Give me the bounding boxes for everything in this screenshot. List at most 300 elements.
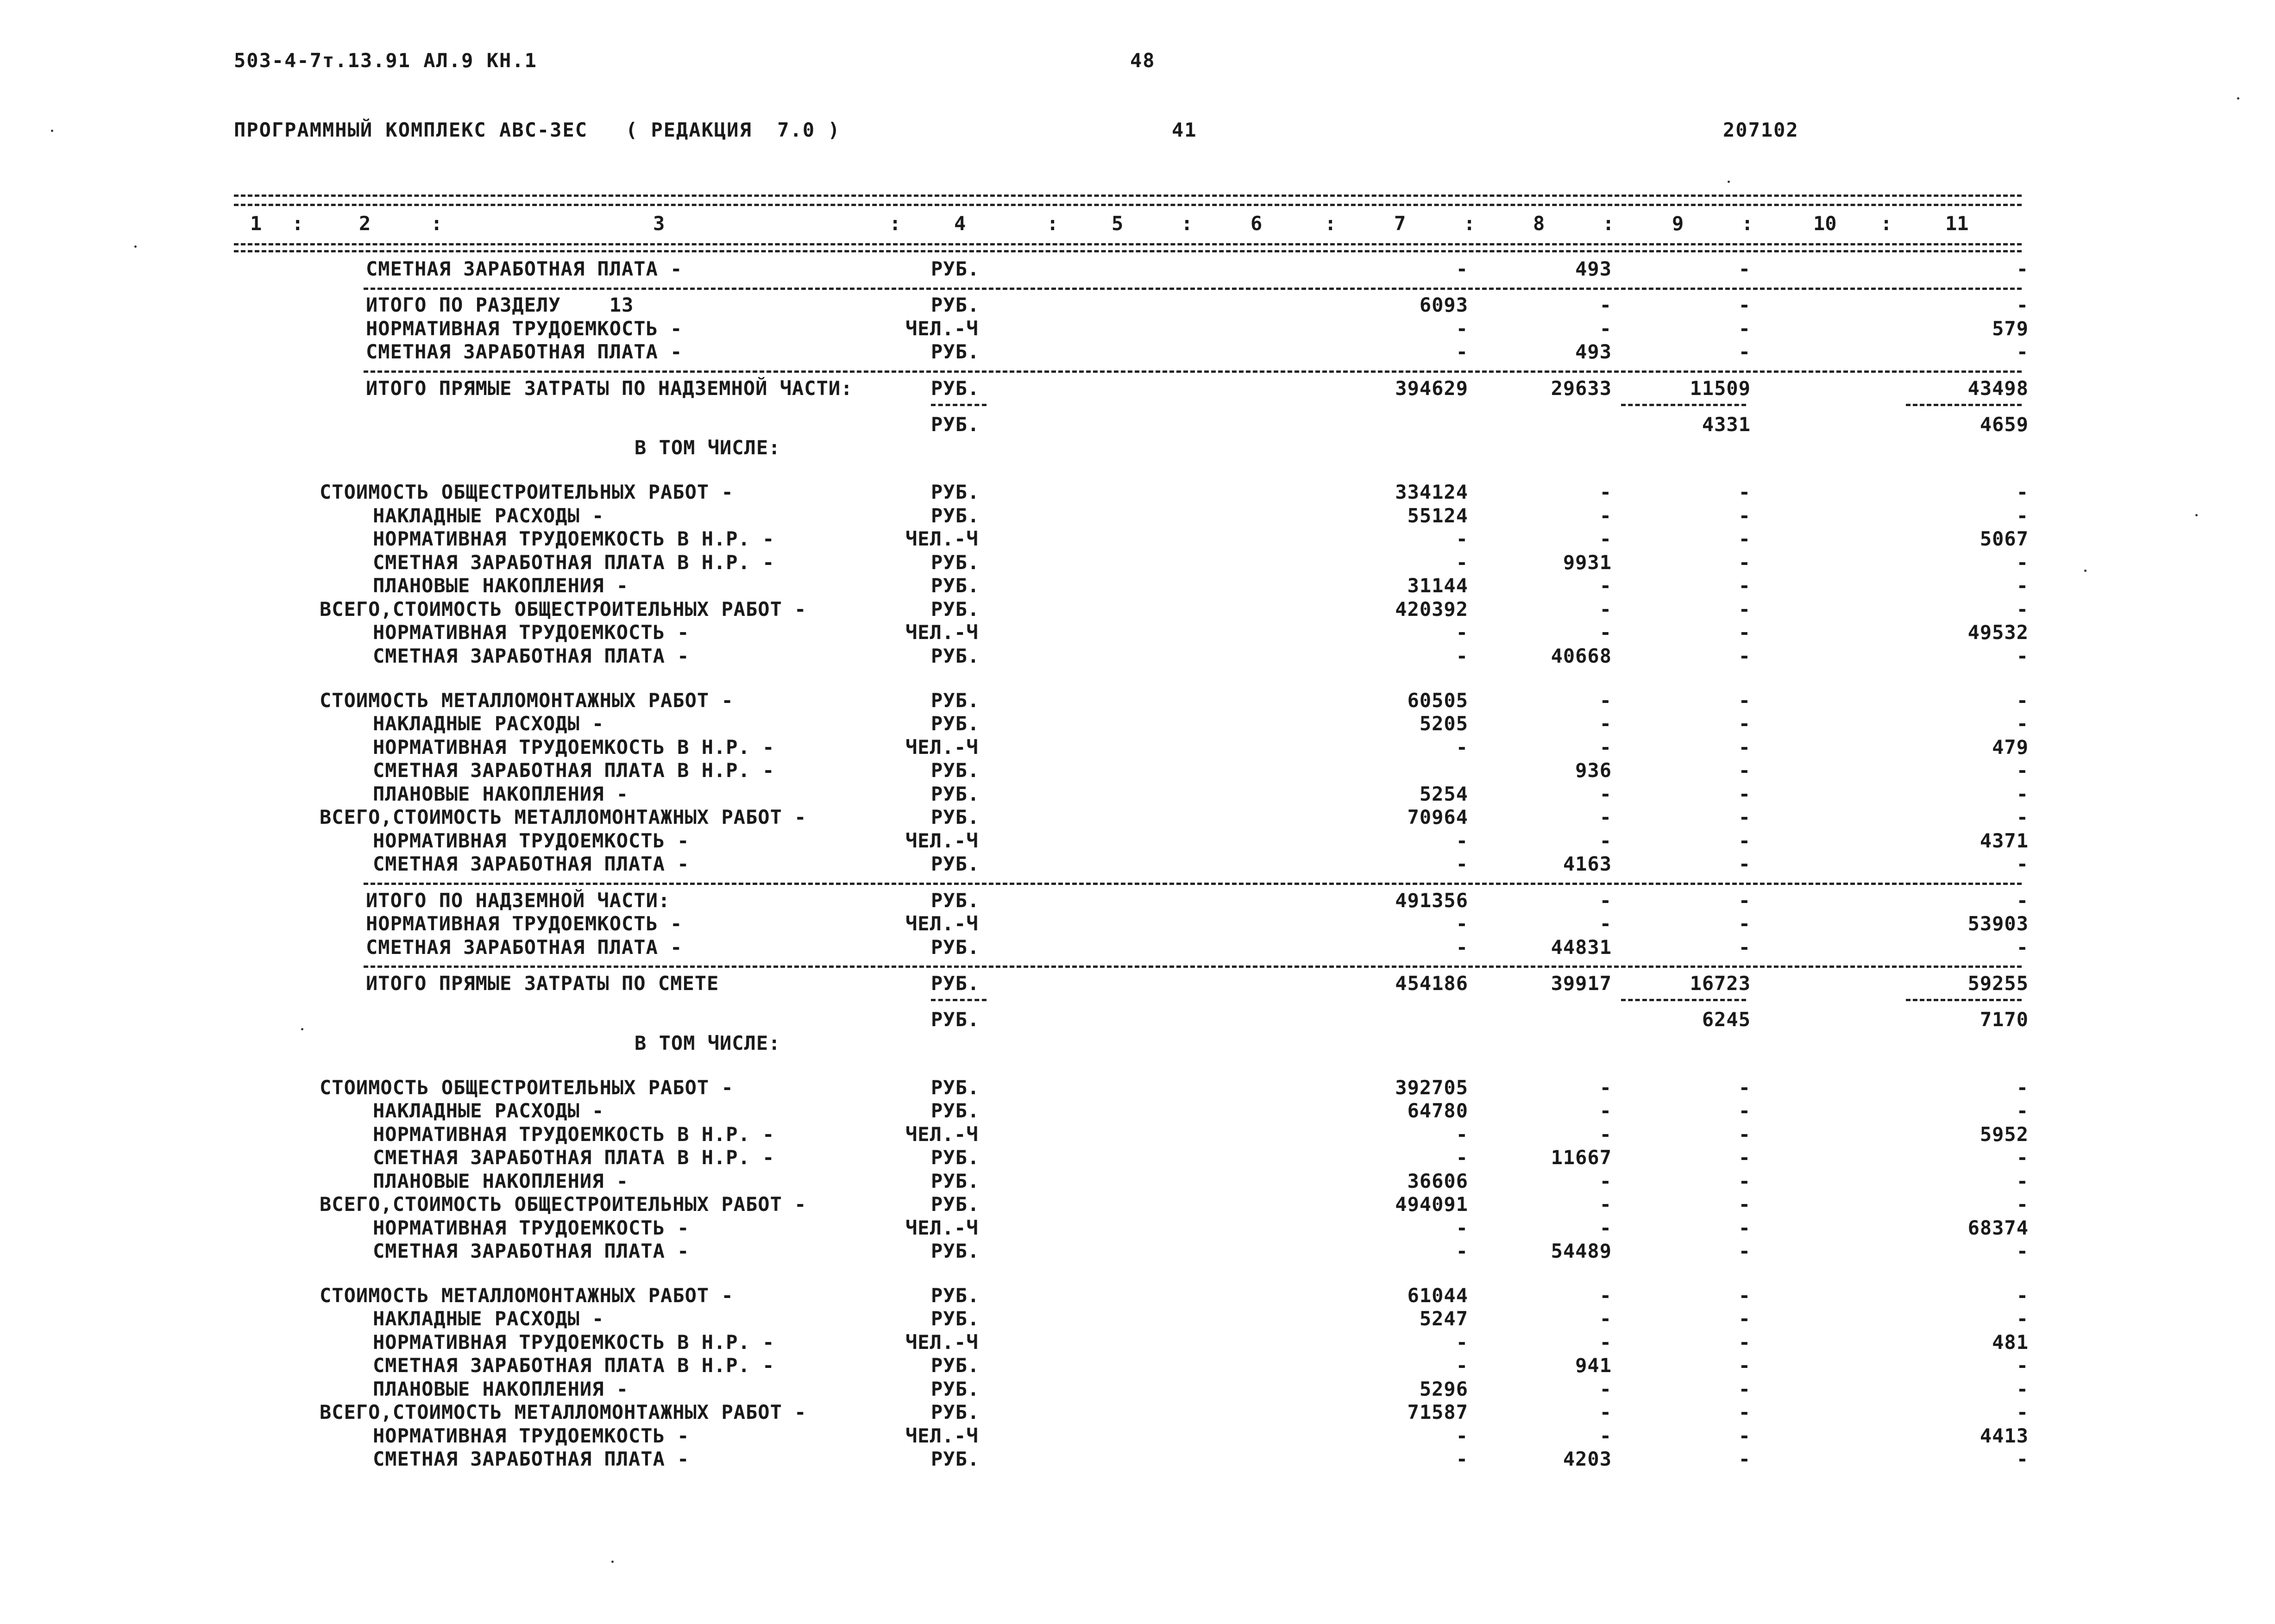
col9-value: -: [1738, 644, 1751, 667]
subtotal-underline: [1906, 404, 2022, 406]
col9-value: -: [1738, 1216, 1751, 1239]
row-description: СМЕТНАЯ ЗАРАБОТНАЯ ПЛАТА -: [366, 935, 683, 959]
col11-value: 68374: [1967, 1216, 2029, 1239]
row-unit: РУБ.: [931, 413, 980, 436]
row-unit: РУБ.: [931, 1169, 980, 1192]
col11-value: -: [2016, 481, 2029, 504]
col11-value: -: [2016, 551, 2029, 574]
col7-value: -: [1456, 853, 1468, 876]
col11-value: 4371: [1980, 829, 2029, 852]
program-title: ПРОГРАММНЫЙ КОМПЛЕКС АВС-3ЕС ( РЕДАКЦИЯ 7.0 ): [234, 119, 841, 141]
col7-value: 5296: [1419, 1377, 1468, 1400]
col8-value: 941: [1575, 1354, 1612, 1377]
row-description: СМЕТНАЯ ЗАРАБОТНАЯ ПЛАТА В Н.Р. -: [373, 551, 775, 574]
col7-value: -: [1456, 1448, 1468, 1471]
col7-value: -: [1456, 644, 1468, 667]
col8-value: -: [1599, 806, 1612, 829]
subtotal-underline: [931, 999, 987, 1001]
col7-value: -: [1456, 1122, 1468, 1146]
row-unit: РУБ.: [931, 1240, 980, 1262]
col11-value: -: [2016, 1146, 2029, 1169]
col8-value: 40668: [1551, 644, 1612, 667]
scan-speck: [2195, 514, 2198, 516]
col11-value: -: [2016, 782, 2029, 805]
col11-value: -: [2016, 689, 2029, 712]
col8-value: -: [1599, 1099, 1612, 1122]
col7-value: -: [1456, 912, 1468, 935]
col9-value: -: [1738, 294, 1751, 317]
row-unit: РУБ.: [931, 1354, 980, 1377]
row-unit: ЧЕЛ.-Ч: [905, 829, 979, 852]
row-description: ВСЕГО,СТОИМОСТЬ ОБЩЕСТРОИТЕЛЬНЫХ РАБОТ -: [320, 1193, 807, 1216]
row-unit: РУБ.: [931, 1448, 980, 1471]
col9-value: -: [1738, 1377, 1751, 1400]
col8-value: -: [1599, 1284, 1612, 1307]
row-description: ВСЕГО,СТОИМОСТЬ МЕТАЛЛОМОНТАЖНЫХ РАБОТ -: [320, 806, 807, 829]
col9-value: -: [1738, 806, 1751, 829]
row-unit: РУБ.: [931, 574, 980, 597]
col11-value: -: [2016, 712, 2029, 735]
col8-value: -: [1599, 735, 1612, 759]
row-unit: РУБ.: [931, 1008, 980, 1031]
col11-value: -: [2016, 644, 2029, 667]
row-unit: РУБ.: [931, 1193, 980, 1216]
row-description: НОРМАТИВНАЯ ТРУДОЕМКОСТЬ В Н.Р. -: [373, 527, 775, 551]
col9-value: -: [1738, 551, 1751, 574]
col7-value: 36606: [1407, 1169, 1468, 1192]
subtotal-underline: [1621, 999, 1746, 1001]
col9-value: -: [1738, 1193, 1751, 1216]
col8-value: -: [1599, 1424, 1612, 1447]
row-description: СМЕТНАЯ ЗАРАБОТНАЯ ПЛАТА -: [373, 1448, 690, 1471]
column-number: 10: [1813, 212, 1837, 235]
col7-value: -: [1456, 1330, 1468, 1354]
col11-value: -: [2016, 1099, 2029, 1122]
row-unit: ЧЕЛ.-Ч: [905, 1330, 979, 1354]
col8-value: -: [1599, 829, 1612, 852]
col7-value: 454186: [1395, 972, 1468, 995]
table-top-rule: [234, 194, 2022, 197]
row-unit: РУБ.: [931, 1146, 980, 1169]
row-unit: ЧЕЛ.-Ч: [905, 735, 979, 759]
subtotal-underline: [1906, 999, 2022, 1001]
row-description: НОРМАТИВНАЯ ТРУДОЕМКОСТЬ -: [373, 621, 690, 644]
column-number: 3: [653, 212, 665, 235]
table-top-rule-2: [234, 204, 2022, 206]
col8-value: -: [1599, 504, 1612, 527]
row-description: ИТОГО ПО НАДЗЕМНОЙ ЧАСТИ:: [366, 889, 671, 912]
col7-value: -: [1456, 551, 1468, 574]
col11-value: 53903: [1967, 912, 2029, 935]
row-separator: [364, 966, 2022, 968]
row-description: НОРМАТИВНАЯ ТРУДОЕМКОСТЬ -: [373, 829, 690, 852]
row-unit: РУБ.: [931, 782, 980, 805]
col7-value: 71587: [1407, 1401, 1468, 1424]
col7-value: 60505: [1407, 689, 1468, 712]
col11-value: 5952: [1980, 1122, 2029, 1146]
row-separator: [364, 370, 2022, 373]
col7-value: 5247: [1419, 1307, 1468, 1330]
col9-value: 11509: [1690, 376, 1751, 400]
row-unit: РУБ.: [931, 294, 980, 317]
col8-value: 4163: [1563, 853, 1612, 876]
col8-value: 936: [1575, 759, 1612, 782]
row-description: СМЕТНАЯ ЗАРАБОТНАЯ ПЛАТА -: [366, 257, 683, 280]
col11-value: 7170: [1980, 1008, 2029, 1031]
column-number: 1: [250, 212, 262, 235]
col9-value: -: [1738, 853, 1751, 876]
row-description: СМЕТНАЯ ЗАРАБОТНАЯ ПЛАТА -: [373, 853, 690, 876]
col8-value: -: [1599, 317, 1612, 340]
row-unit: РУБ.: [931, 551, 980, 574]
col7-value: 420392: [1395, 597, 1468, 621]
row-unit: РУБ.: [931, 597, 980, 621]
col8-value: -: [1599, 782, 1612, 805]
col7-value: -: [1456, 317, 1468, 340]
col8-value: -: [1599, 1330, 1612, 1354]
col7-value: -: [1456, 1354, 1468, 1377]
row-description: СМЕТНАЯ ЗАРАБОТНАЯ ПЛАТА В Н.Р. -: [373, 1354, 775, 1377]
row-description: ПЛАНОВЫЕ НАКОПЛЕНИЯ -: [373, 1169, 629, 1192]
scan-speck: [301, 1028, 303, 1030]
col11-value: -: [2016, 1401, 2029, 1424]
col9-value: -: [1738, 621, 1751, 644]
row-description: СМЕТНАЯ ЗАРАБОТНАЯ ПЛАТА -: [373, 644, 690, 667]
col9-value: -: [1738, 1401, 1751, 1424]
col11-value: 5067: [1980, 527, 2029, 551]
row-unit: РУБ.: [931, 1377, 980, 1400]
row-description: ИТОГО ПРЯМЫЕ ЗАТРАТЫ ПО НАДЗЕМНОЙ ЧАСТИ:: [366, 376, 853, 400]
row-unit: РУБ.: [931, 1284, 980, 1307]
col9-value: -: [1738, 597, 1751, 621]
col11-value: -: [2016, 574, 2029, 597]
col8-value: -: [1599, 689, 1612, 712]
column-header-rule-2: [234, 250, 2022, 252]
row-unit: РУБ.: [931, 376, 980, 400]
col7-value: -: [1456, 1424, 1468, 1447]
row-description: В ТОМ ЧИСЛЕ:: [635, 1031, 781, 1054]
col7-value: 55124: [1407, 504, 1468, 527]
row-description: ВСЕГО,СТОИМОСТЬ МЕТАЛЛОМОНТАЖНЫХ РАБОТ -: [320, 1401, 807, 1424]
col8-value: -: [1599, 1401, 1612, 1424]
column-number: 11: [1945, 212, 1969, 235]
column-number: 6: [1251, 212, 1263, 235]
col11-value: -: [2016, 597, 2029, 621]
column-number: 8: [1533, 212, 1545, 235]
row-unit: РУБ.: [931, 689, 980, 712]
col11-value: -: [2016, 257, 2029, 280]
row-unit: РУБ.: [931, 481, 980, 504]
col8-value: -: [1599, 912, 1612, 935]
col7-value: 394629: [1395, 376, 1468, 400]
col9-value: -: [1738, 1076, 1751, 1099]
column-separator: :: [1464, 212, 1476, 235]
col11-value: -: [2016, 759, 2029, 782]
row-description: СМЕТНАЯ ЗАРАБОТНАЯ ПЛАТА В Н.Р. -: [373, 759, 775, 782]
col11-value: -: [2016, 504, 2029, 527]
col9-value: -: [1738, 1448, 1751, 1471]
col7-value: 64780: [1407, 1099, 1468, 1122]
col11-value: -: [2016, 1076, 2029, 1099]
column-number: 2: [359, 212, 371, 235]
col9-value: -: [1738, 504, 1751, 527]
col9-value: -: [1738, 689, 1751, 712]
row-description: СТОИМОСТЬ МЕТАЛЛОМОНТАЖНЫХ РАБОТ -: [320, 1284, 734, 1307]
col9-value: -: [1738, 481, 1751, 504]
scan-speck: [611, 1561, 614, 1563]
row-unit: ЧЕЛ.-Ч: [905, 621, 979, 644]
row-unit: ЧЕЛ.-Ч: [905, 1216, 979, 1239]
col7-value: 494091: [1395, 1193, 1468, 1216]
col11-value: 43498: [1967, 376, 2029, 400]
row-unit: РУБ.: [931, 806, 980, 829]
col9-value: -: [1738, 574, 1751, 597]
col9-value: -: [1738, 712, 1751, 735]
row-description: СМЕТНАЯ ЗАРАБОТНАЯ ПЛАТА В Н.Р. -: [373, 1146, 775, 1169]
page-number: 48: [1130, 49, 1156, 72]
col11-value: 4659: [1980, 413, 2029, 436]
row-unit: РУБ.: [931, 504, 980, 527]
col8-value: 11667: [1551, 1146, 1612, 1169]
col8-value: -: [1599, 712, 1612, 735]
col8-value: -: [1599, 1169, 1612, 1192]
col7-value: 31144: [1407, 574, 1468, 597]
col7-value: 491356: [1395, 889, 1468, 912]
col8-value: 4203: [1563, 1448, 1612, 1471]
column-separator: :: [1325, 212, 1337, 235]
col7-value: -: [1456, 1146, 1468, 1169]
row-description: НОРМАТИВНАЯ ТРУДОЕМКОСТЬ -: [373, 1216, 690, 1239]
col7-value: -: [1456, 735, 1468, 759]
row-description: СМЕТНАЯ ЗАРАБОТНАЯ ПЛАТА -: [366, 340, 683, 364]
col9-value: -: [1738, 829, 1751, 852]
col9-value: 6245: [1702, 1008, 1751, 1031]
row-description: ПЛАНОВЫЕ НАКОПЛЕНИЯ -: [373, 1377, 629, 1400]
col11-value: 579: [1992, 317, 2029, 340]
col7-value: 5254: [1419, 782, 1468, 805]
col11-value: -: [2016, 889, 2029, 912]
row-unit: РУБ.: [931, 644, 980, 667]
row-description: НОРМАТИВНАЯ ТРУДОЕМКОСТЬ В Н.Р. -: [373, 1122, 775, 1146]
row-description: ВСЕГО,СТОИМОСТЬ ОБЩЕСТРОИТЕЛЬНЫХ РАБОТ -: [320, 597, 807, 621]
col9-value: -: [1738, 527, 1751, 551]
row-unit: ЧЕЛ.-Ч: [905, 527, 979, 551]
row-unit: РУБ.: [931, 257, 980, 280]
col7-value: -: [1456, 829, 1468, 852]
row-description: НОРМАТИВНАЯ ТРУДОЕМКОСТЬ -: [373, 1424, 690, 1447]
col9-value: 4331: [1702, 413, 1751, 436]
col7-value: -: [1456, 527, 1468, 551]
col8-value: 29633: [1551, 376, 1612, 400]
row-unit: ЧЕЛ.-Ч: [905, 912, 979, 935]
column-separator: :: [1880, 212, 1892, 235]
row-unit: ЧЕЛ.-Ч: [905, 1424, 979, 1447]
col8-value: -: [1599, 574, 1612, 597]
col9-value: -: [1738, 1284, 1751, 1307]
col9-value: -: [1738, 1307, 1751, 1330]
col7-value: -: [1456, 340, 1468, 364]
col9-value: -: [1738, 257, 1751, 280]
col8-value: 44831: [1551, 935, 1612, 959]
col11-value: -: [2016, 1169, 2029, 1192]
col9-value: -: [1738, 1240, 1751, 1262]
row-unit: РУБ.: [931, 889, 980, 912]
row-unit: ЧЕЛ.-Ч: [905, 317, 979, 340]
scan-speck: [2237, 97, 2239, 100]
col7-value: -: [1456, 1216, 1468, 1239]
row-description: СТОИМОСТЬ МЕТАЛЛОМОНТАЖНЫХ РАБОТ -: [320, 689, 734, 712]
row-description: СМЕТНАЯ ЗАРАБОТНАЯ ПЛАТА -: [373, 1240, 690, 1262]
document-id: 207102: [1723, 119, 1799, 141]
col11-value: 49532: [1967, 621, 2029, 644]
column-separator: :: [1047, 212, 1059, 235]
document-code: 503-4-7т.13.91 АЛ.9 КН.1: [234, 49, 537, 72]
col7-value: 392705: [1395, 1076, 1468, 1099]
col8-value: -: [1599, 1193, 1612, 1216]
col8-value: 39917: [1551, 972, 1612, 995]
col11-value: -: [2016, 294, 2029, 317]
row-description: СТОИМОСТЬ ОБЩЕСТРОИТЕЛЬНЫХ РАБОТ -: [320, 1076, 734, 1099]
col11-value: -: [2016, 1284, 2029, 1307]
column-header-rule: [234, 243, 2022, 245]
col8-value: 54489: [1551, 1240, 1612, 1262]
col7-value: -: [1456, 621, 1468, 644]
col8-value: -: [1599, 1307, 1612, 1330]
col11-value: 479: [1992, 735, 2029, 759]
row-description: НОРМАТИВНАЯ ТРУДОЕМКОСТЬ В Н.Р. -: [373, 1330, 775, 1354]
row-unit: РУБ.: [931, 935, 980, 959]
col7-value: -: [1456, 1240, 1468, 1262]
row-description: НОРМАТИВНАЯ ТРУДОЕМКОСТЬ -: [366, 317, 683, 340]
col8-value: -: [1599, 481, 1612, 504]
row-unit: РУБ.: [931, 759, 980, 782]
sheet-number: 41: [1172, 119, 1197, 141]
row-description: ПЛАНОВЫЕ НАКОПЛЕНИЯ -: [373, 574, 629, 597]
col9-value: -: [1738, 1424, 1751, 1447]
col11-value: 481: [1992, 1330, 2029, 1354]
col9-value: 16723: [1690, 972, 1751, 995]
row-separator: [364, 883, 2022, 885]
column-number: 5: [1112, 212, 1124, 235]
col9-value: -: [1738, 735, 1751, 759]
col11-value: -: [2016, 1240, 2029, 1262]
scan-speck: [1728, 181, 1730, 183]
row-unit: РУБ.: [931, 1401, 980, 1424]
row-description: НОРМАТИВНАЯ ТРУДОЕМКОСТЬ -: [366, 912, 683, 935]
col11-value: 59255: [1967, 972, 2029, 995]
col7-value: 70964: [1407, 806, 1468, 829]
col9-value: -: [1738, 1169, 1751, 1192]
col9-value: -: [1738, 889, 1751, 912]
column-separator: :: [431, 212, 443, 235]
column-separator: :: [1603, 212, 1615, 235]
subtotal-underline: [1621, 404, 1746, 406]
column-separator: :: [889, 212, 901, 235]
col11-value: -: [2016, 340, 2029, 364]
row-description: ИТОГО ПО РАЗДЕЛУ 13: [366, 294, 634, 317]
col8-value: 493: [1575, 257, 1612, 280]
row-unit: РУБ.: [931, 1076, 980, 1099]
row-unit: РУБ.: [931, 340, 980, 364]
column-number: 9: [1672, 212, 1684, 235]
row-unit: РУБ.: [931, 712, 980, 735]
col9-value: -: [1738, 912, 1751, 935]
col8-value: -: [1599, 527, 1612, 551]
col7-value: 6093: [1419, 294, 1468, 317]
row-separator: [364, 288, 2022, 290]
col8-value: -: [1599, 294, 1612, 317]
col9-value: -: [1738, 1330, 1751, 1354]
col9-value: -: [1738, 1354, 1751, 1377]
col11-value: -: [2016, 1193, 2029, 1216]
row-description: СТОИМОСТЬ ОБЩЕСТРОИТЕЛЬНЫХ РАБОТ -: [320, 481, 734, 504]
scan-speck: [2084, 570, 2086, 572]
row-description: НАКЛАДНЫЕ РАСХОДЫ -: [373, 1307, 604, 1330]
col8-value: -: [1599, 1216, 1612, 1239]
column-separator: :: [292, 212, 304, 235]
col9-value: -: [1738, 782, 1751, 805]
col7-value: 5205: [1419, 712, 1468, 735]
col8-value: -: [1599, 1377, 1612, 1400]
column-separator: :: [1741, 212, 1753, 235]
subtotal-underline: [931, 404, 987, 406]
col9-value: -: [1738, 759, 1751, 782]
col9-value: -: [1738, 1122, 1751, 1146]
col9-value: -: [1738, 340, 1751, 364]
col8-value: -: [1599, 1122, 1612, 1146]
col7-value: 61044: [1407, 1284, 1468, 1307]
col8-value: -: [1599, 1076, 1612, 1099]
col11-value: -: [2016, 1377, 2029, 1400]
col8-value: 493: [1575, 340, 1612, 364]
col9-value: -: [1738, 1099, 1751, 1122]
row-description: НАКЛАДНЫЕ РАСХОДЫ -: [373, 712, 604, 735]
col9-value: -: [1738, 1146, 1751, 1169]
column-separator: :: [1181, 212, 1193, 235]
col11-value: -: [2016, 1354, 2029, 1377]
scan-speck: [134, 245, 137, 248]
row-description: ИТОГО ПРЯМЫЕ ЗАТРАТЫ ПО СМЕТЕ: [366, 972, 719, 995]
col7-value: -: [1456, 935, 1468, 959]
scan-speck: [51, 130, 53, 132]
row-description: НАКЛАДНЫЕ РАСХОДЫ -: [373, 504, 604, 527]
row-description: НАКЛАДНЫЕ РАСХОДЫ -: [373, 1099, 604, 1122]
row-unit: РУБ.: [931, 1307, 980, 1330]
row-unit: РУБ.: [931, 972, 980, 995]
col8-value: 9931: [1563, 551, 1612, 574]
col11-value: -: [2016, 806, 2029, 829]
col7-value: 334124: [1395, 481, 1468, 504]
column-number: 7: [1394, 212, 1406, 235]
row-description: В ТОМ ЧИСЛЕ:: [635, 436, 781, 459]
row-unit: РУБ.: [931, 1099, 980, 1122]
col7-value: -: [1456, 257, 1468, 280]
col11-value: 4413: [1980, 1424, 2029, 1447]
col8-value: -: [1599, 621, 1612, 644]
col11-value: -: [2016, 1307, 2029, 1330]
row-description: ПЛАНОВЫЕ НАКОПЛЕНИЯ -: [373, 782, 629, 805]
col8-value: -: [1599, 597, 1612, 621]
col11-value: -: [2016, 853, 2029, 876]
row-description: НОРМАТИВНАЯ ТРУДОЕМКОСТЬ В Н.Р. -: [373, 735, 775, 759]
col11-value: -: [2016, 1448, 2029, 1471]
col8-value: -: [1599, 889, 1612, 912]
row-unit: РУБ.: [931, 853, 980, 876]
col11-value: -: [2016, 935, 2029, 959]
col9-value: -: [1738, 935, 1751, 959]
col9-value: -: [1738, 317, 1751, 340]
row-unit: ЧЕЛ.-Ч: [905, 1122, 979, 1146]
